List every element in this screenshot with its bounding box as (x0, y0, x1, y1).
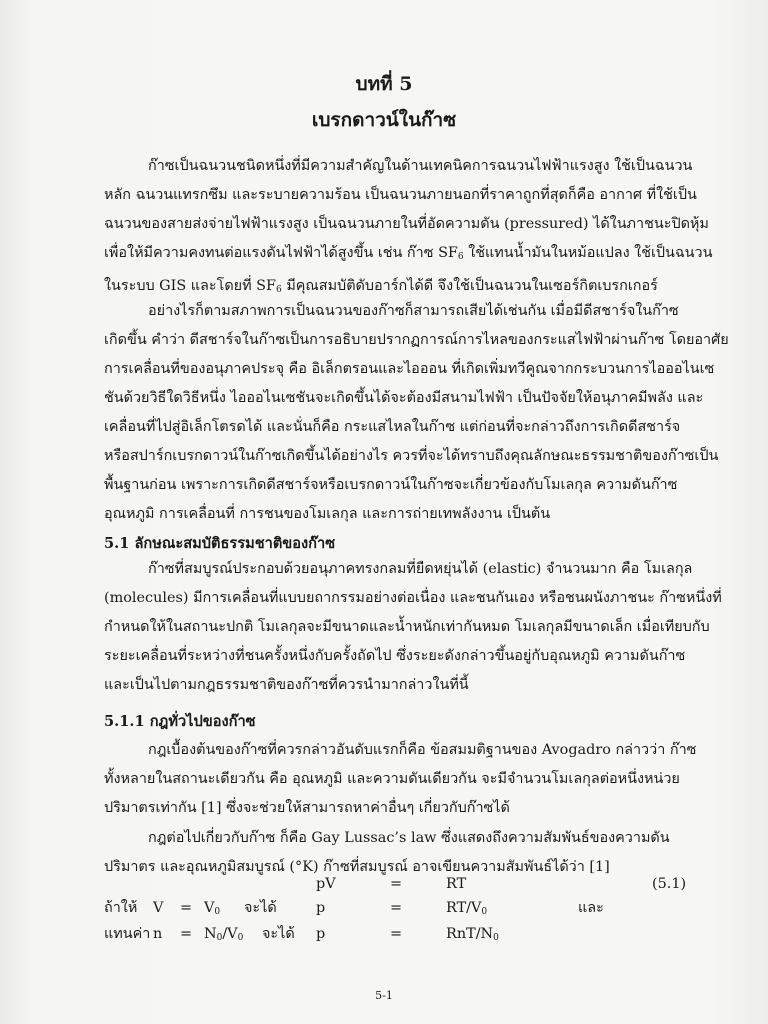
subscript: 0 (493, 933, 499, 943)
eq-equals: = (390, 926, 403, 942)
intro-line: อุณหภูมิ การเคลื่อนที่ การชนของโมเลกุล และการถ่ายเทพลังงาน เป็นต้น (104, 506, 551, 522)
section-line: กฎต่อไปเกี่ยวกับก๊าซ ก็คือ Gay Lussac’s law ซึ่งแสดงถึงความสัมพันธ์ของความดัน (148, 830, 670, 846)
eq-equals: = (180, 926, 193, 942)
eq-value (204, 924, 243, 948)
intro-line: ชันด้วยวิธีใดวิธีหนึ่ง ไอออไนเซชันจะเกิดขึ้นได้จะต้องมีสนามไฟฟ้า เป็นปัจจัยให้อนุภาคมีพลัง และ (104, 390, 704, 406)
section-line: ระยะเคลื่อนที่ระหว่างที่ชนครั้งหนึ่งกับครั้งถัดไป ซึ่งระยะดังกล่าวขึ้นอยู่กับอุณหภูมิ ความดันก๊าซ (104, 648, 686, 664)
intro-line: หลัก ฉนวนแทรกซึม และระบายความร้อน เป็นฉนวนภายนอกที่ราคาถูกที่สุดก็คือ อากาศ ที่ใช้เป็น (104, 187, 697, 203)
section-line: ก๊าซที่สมบูรณ์ประกอบด้วยอนุภาคทรงกลมที่ยืดหยุ่นได้ (elastic) จำนวนมาก คือ โมเลกุล (148, 561, 693, 577)
intro-line: ฉนวนของสายส่งจ่ายไฟฟ้าแรงสูง เป็นฉนวนภายในที่อัดความดัน (pressured) ได้ในภาชนะปิดหุ้ม (104, 216, 709, 232)
eq-rhs: RT (446, 876, 467, 892)
subscript: 0 (214, 907, 221, 917)
intro-line: อย่างไรก็ตามสภาพการเป็นฉนวนของก๊าซก็สามารถเสียได้เช่นกัน เมื่อมีดีสชาร์จในก๊าซ (148, 303, 679, 319)
page-number: 5-1 (375, 989, 393, 1002)
eq-lhs: pV (316, 876, 336, 892)
chapter-title: เบรกดาวน์ในก๊าซ (311, 109, 457, 131)
section-5-1-1-paragraph-1 (104, 736, 724, 823)
equation-number: (5.1) (652, 876, 687, 892)
intro-paragraph-1 (104, 152, 724, 305)
subscript: 6 (457, 252, 464, 262)
intro-line: การเคลื่อนที่ของอนุภาคประจุ คือ อิเล็กตรอนและไอออน ที่เกิดเพิ่มทวีคูณจากกระบวนการไอออไนเซ (104, 361, 715, 377)
eq-rhs-text: RnT/N (446, 926, 494, 942)
eq-lhs: p (316, 926, 326, 942)
eq-condition: แทนค่า (104, 926, 151, 942)
eq-equals: = (390, 876, 403, 892)
intro-line-text: เพื่อให้มีความคงทนต่อแรงดันไฟฟ้าได้สูงขึ้น เช่น ก๊าซ SF (104, 245, 458, 261)
section-line: ปริมาตรเท่ากัน [1] ซึ่งจะช่วยให้สามารถหาค่าอื่นๆ เกี่ยวกับก๊าซได้ (104, 800, 510, 816)
section-line: และเป็นไปตามกฎธรรมชาติของก๊าซที่ควรนำมากล่าวในที่นี้ (104, 677, 469, 693)
subscript: 0 (237, 933, 244, 943)
intro-line: เกิดขึ้น คำว่า ดีสชาร์จในก๊าซเป็นการอธิบายปรากฏการณ์การไหลของกระแสไฟฟ้าผ่านก๊าซ โดยอาศัย (104, 332, 729, 348)
intro-line (104, 239, 724, 272)
chapter-number: บทที่ 5 (355, 73, 413, 95)
intro-line: หรือสปาร์กเบรกดาวน์ในก๊าซเกิดขึ้นได้อย่างไร ควรที่จะได้ทราบถึงคุณลักษณะธรรมชาติของก๊าซเป็น (104, 448, 719, 464)
section-line: กำหนดให้ในสถานะปกติ โมเลกุลจะมีขนาดและน้ำหนักเท่ากันหมด โมเลกุลมีขนาดเล็ก เมื่อเทียบกับ (104, 619, 710, 635)
eq-value-text: V (204, 900, 215, 916)
section-line: ปริมาตร และอุณหภูมิสมบูรณ์ (°K) ก๊าซที่สมบูรณ์ อาจเขียนความสัมพันธ์ได้ว่า [1] (104, 859, 610, 875)
eq-lhs: p (316, 900, 326, 916)
eq-equals: = (180, 900, 193, 916)
eq-variable: V (153, 900, 164, 916)
subscript: 0 (481, 907, 488, 917)
intro-line-text: ใช้แทนน้ำมันในหม้อแปลง ใช้เป็นฉนวน (463, 245, 713, 261)
intro-paragraph-2 (104, 297, 729, 529)
eq-condition: ถ้าให้ (104, 900, 138, 916)
intro-line-text: มีคุณสมบัติดับอาร์กได้ดี จึงใช้เป็นฉนวนในเซอร์กิตเบรกเกอร์ (281, 278, 658, 294)
eq-value (204, 898, 220, 922)
intro-line-text: ในระบบ GIS และโดยที่ SF (104, 278, 277, 294)
eq-equals: = (390, 900, 403, 916)
intro-line: พื้นฐานก่อน เพราะการเกิดดีสชาร์จหรือเบรกดาวน์ในก๊าซจะเกี่ยวข้องกับโมเลกุล ความดันก๊าซ (104, 477, 678, 493)
section-heading-5-1: 5.1 ลักษณะสมบัติธรรมชาติของก๊าซ (104, 535, 336, 552)
section-5-1-paragraph (104, 555, 724, 700)
intro-line: ก๊าซเป็นฉนวนชนิดหนึ่งที่มีความสำคัญในด้านเทคนิคการฉนวนไฟฟ้าแรงสูง ใช้เป็นฉนวน (148, 158, 693, 174)
eq-then: จะได้ (262, 926, 295, 942)
section-line: (molecules) มีการเคลื่อนที่แบบยถากรรมอย่างต่อเนื่อง และชนกันเอง หรือชนผนังภาชนะ ก๊าซหนึ่งที่ (104, 590, 722, 606)
intro-line: เคลื่อนที่ไปสู่อิเล็กโตรดได้ และนั่นก็คือ กระแสไหลในก๊าซ แต่ก่อนที่จะกล่าวถึงการเกิดดีสชาร์จ (104, 419, 681, 435)
eq-then: จะได้ (244, 900, 277, 916)
eq-tail: และ (578, 900, 604, 916)
eq-rhs-text: RT/V (446, 900, 482, 916)
subscript: 0 (216, 933, 223, 943)
eq-rhs (446, 898, 487, 922)
subscript: 6 (276, 285, 282, 295)
section-heading-5-1-1: 5.1.1 กฎทั่วไปของก๊าซ (104, 713, 256, 730)
section-line: กฎเบื้องต้นของก๊าซที่ควรกล่าวอันดับแรกก็คือ ข้อสมมติฐานของ Avogadro กล่าวว่า ก๊าซ (148, 742, 697, 758)
eq-value-text: N (204, 926, 217, 942)
eq-rhs (446, 924, 499, 948)
eq-variable: n (153, 926, 163, 942)
eq-value-text: /V (222, 926, 238, 942)
section-line: ทั้งหลายในสถานะเดียวกัน คือ อุณหภูมิ และความดันเดียวกัน จะมีจำนวนโมเลกุลต่อหนึ่งหน่วย (104, 771, 680, 787)
section-5-1-1-paragraph-2 (104, 824, 724, 882)
